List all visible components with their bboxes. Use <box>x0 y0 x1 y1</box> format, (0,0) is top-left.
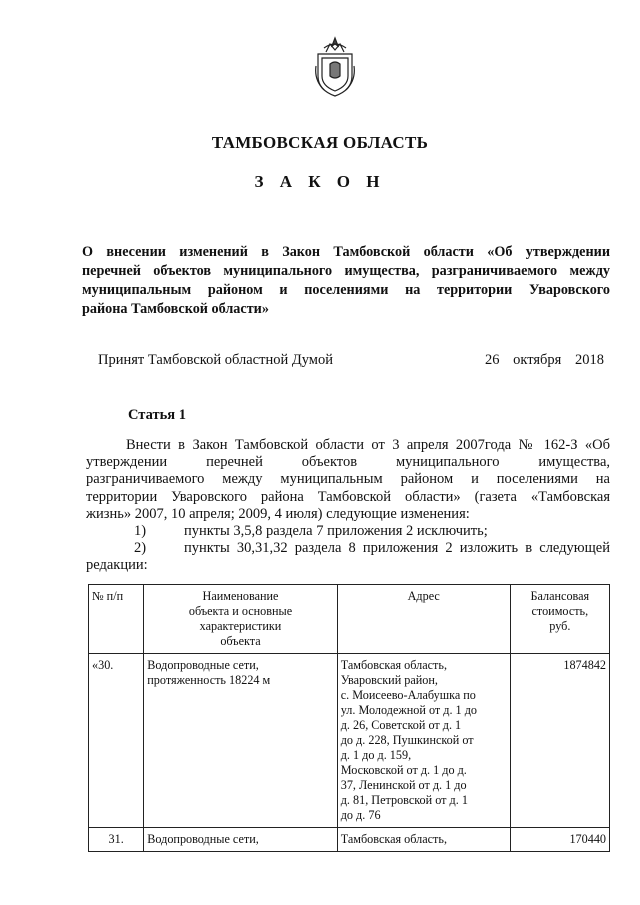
paragraph-line: разграничиваемого между муниципальным районом и поселениями на <box>86 471 610 488</box>
cell-num: «30. <box>89 654 144 828</box>
cell-line: д. 81, Петровской от д. 1 <box>340 793 468 807</box>
list-item <box>86 540 610 557</box>
property-table <box>88 584 610 852</box>
list-item-number: 1) <box>134 523 147 540</box>
title-line: перечней объектов муниципального имущества, разграничиваемого между <box>82 263 610 279</box>
cell-value: 170440 <box>510 828 609 852</box>
cell-name <box>144 828 337 852</box>
header-address: Адрес <box>337 585 510 654</box>
cell-name <box>144 654 337 828</box>
header-name <box>144 585 337 654</box>
paragraph-line: утверждении перечней объектов муниципального имущества, <box>86 454 610 471</box>
table-header-row <box>89 585 610 654</box>
header-line: характеристики <box>199 619 282 633</box>
title-line: района Тамбовской области» <box>82 301 269 317</box>
cell-line: д. 26, Советской от д. 1 <box>340 718 462 732</box>
paragraph-line: жизнь» 2007, 10 апреля; 2009, 4 июля) следующие изменения: <box>86 505 470 522</box>
cell-address <box>337 654 510 828</box>
table-row <box>89 828 610 852</box>
header-line: Наименование <box>202 589 279 603</box>
cell-num: 31. <box>89 828 144 852</box>
law-heading: З А К О Н <box>254 172 386 191</box>
header-line: руб. <box>549 619 571 633</box>
article-heading: Статья 1 <box>128 407 186 423</box>
list-item-text: пункты 3,5,8 раздела 7 приложения 2 исключить; <box>184 523 488 540</box>
header-value <box>510 585 609 654</box>
adoption-date: 26 октября 2018 <box>485 352 604 368</box>
cell-line: 37, Ленинской от д. 1 до <box>340 778 467 792</box>
cell-line: Уваровский район, <box>340 673 438 687</box>
article-body <box>86 437 610 575</box>
list-item <box>86 523 610 540</box>
cell-value: 1874842 <box>510 654 609 828</box>
header-line: объекта и основные <box>188 604 293 618</box>
header-num: № п/п <box>89 585 144 654</box>
cell-line: протяженность 18224 м <box>147 673 271 687</box>
cell-line: д. 1 до д. 159, <box>340 748 412 762</box>
header-line: Балансовая <box>530 589 590 603</box>
title-line: О внесении изменений в Закон Тамбовской области «Об утверждении <box>82 244 610 260</box>
list-item-number: 2) <box>134 540 147 557</box>
cell-address <box>337 828 510 852</box>
list-item-text: пункты 30,31,32 раздела 8 приложения 2 изложить в следующей <box>184 540 610 557</box>
paragraph-line: Внести в Закон Тамбовской области от 3 апреля 2007года № 162-З «Об <box>126 437 610 453</box>
header-line: объекта <box>220 634 261 648</box>
cell-line: до д. 228, Пушкинской от <box>340 733 474 747</box>
cell-line: Тамбовская область, <box>340 832 447 846</box>
law-title <box>82 243 610 319</box>
adoption-text: Принят Тамбовской областной Думой <box>98 352 333 368</box>
cell-line: до д. 76 <box>340 808 381 822</box>
cell-line: Водопроводные сети, <box>147 832 259 846</box>
coat-of-arms-icon <box>314 36 356 98</box>
title-line: муниципальным районом и поселениями на территории Уваровского <box>82 282 610 298</box>
table-row <box>89 654 610 828</box>
header-line: стоимость, <box>531 604 589 618</box>
cell-line: Водопроводные сети, <box>147 658 259 672</box>
cell-line: ул. Молодежной от д. 1 до <box>340 703 477 717</box>
paragraph-line: территории Уваровского района Тамбовской области» (газета «Тамбовская <box>86 488 610 505</box>
paragraph-line: редакции: <box>86 557 148 574</box>
cell-line: Тамбовская область, <box>340 658 447 672</box>
cell-line: Московской от д. 1 до д. <box>340 763 467 777</box>
region-heading: ТАМБОВСКАЯ ОБЛАСТЬ <box>211 133 429 152</box>
cell-line: с. Моисеево-Алабушка по <box>340 688 476 702</box>
